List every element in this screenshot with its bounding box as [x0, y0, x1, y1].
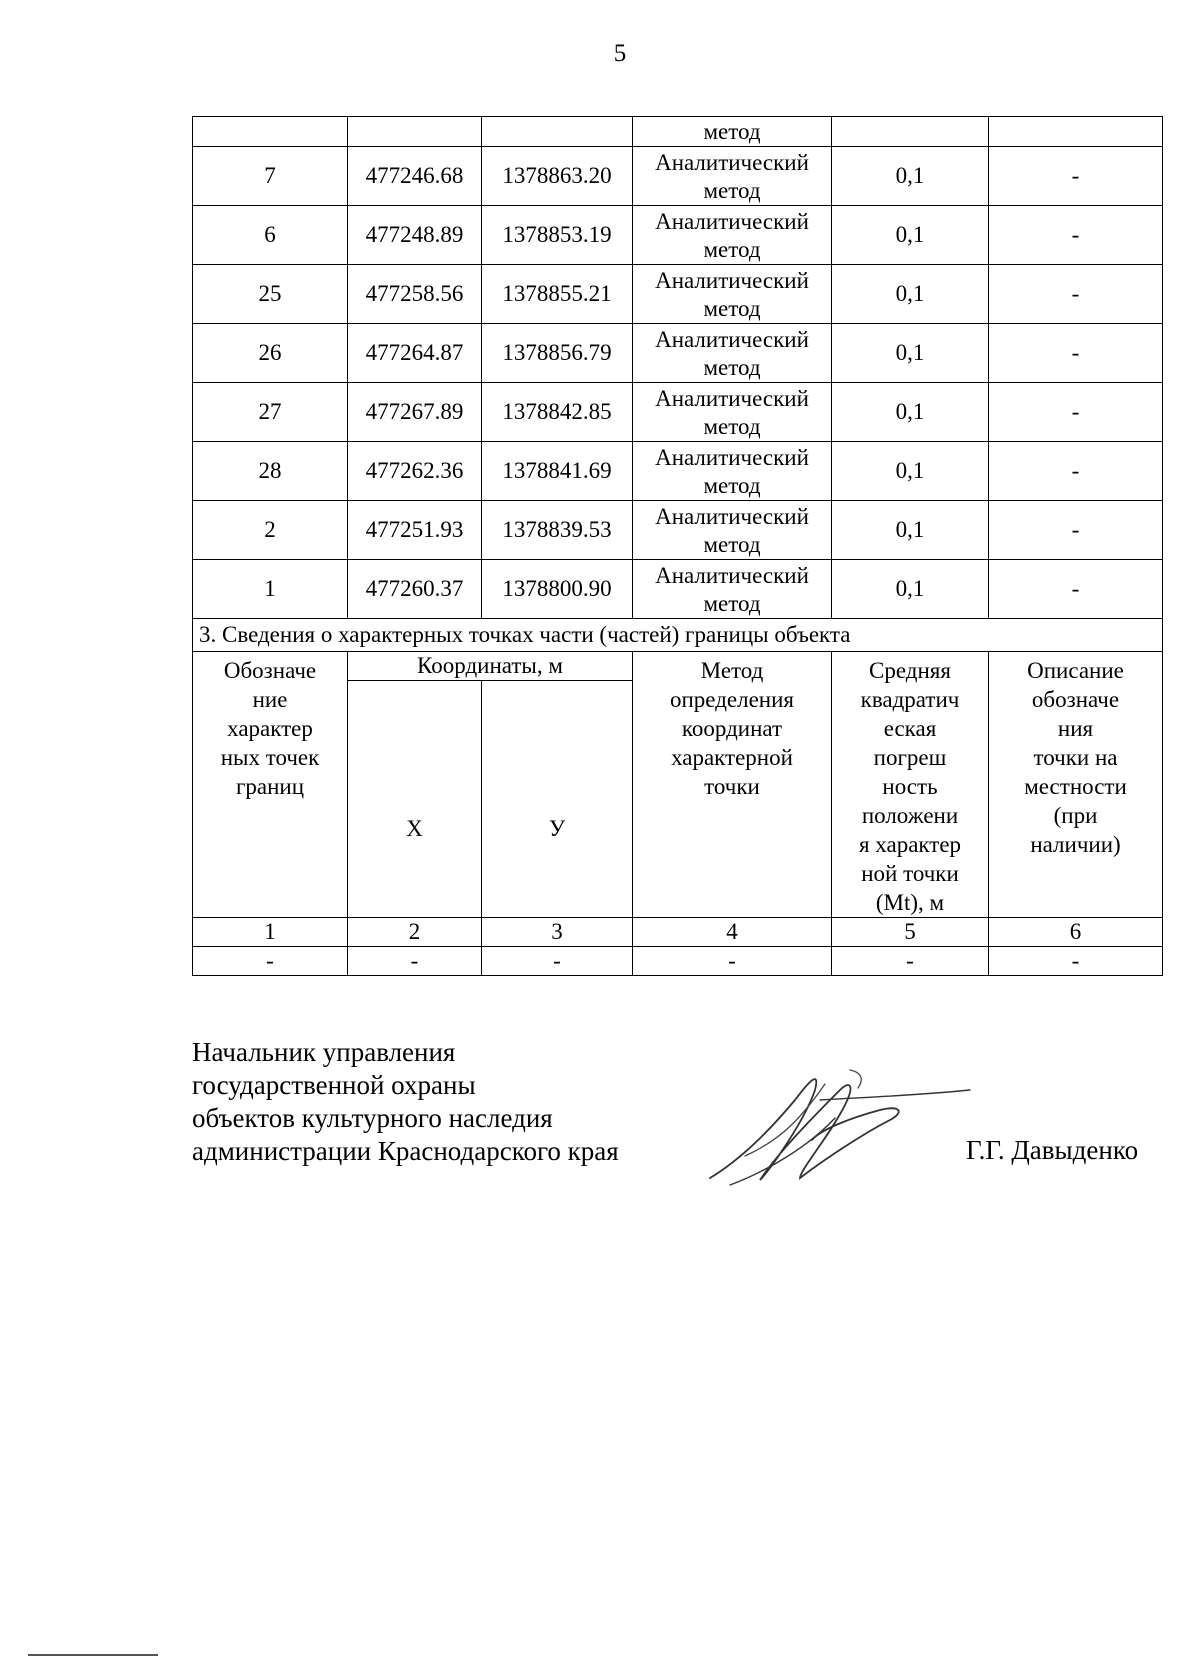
table-row: [193, 442, 1163, 501]
table-row: [193, 206, 1163, 265]
method-line: Аналитический: [655, 326, 809, 352]
column-index: 1: [193, 918, 348, 947]
method-cell: [633, 442, 832, 501]
coord-x: 477264.87: [348, 324, 482, 383]
coord-y: 1378842.85: [482, 383, 633, 442]
coord-x: 477248.89: [348, 206, 482, 265]
method-cell: [633, 324, 832, 383]
header-point-designation: [193, 652, 348, 918]
empty-value: -: [633, 947, 832, 976]
coord-x: 477262.36: [348, 442, 482, 501]
header-line: обозначе: [1031, 687, 1120, 712]
header-line: определения: [669, 687, 794, 712]
method-line: Аналитический: [655, 149, 809, 175]
header-line: я характер: [858, 832, 962, 857]
error-value: 0,1: [832, 560, 989, 619]
header-line: погреш: [873, 745, 947, 770]
position-line: объектов культурного наследия: [192, 1103, 553, 1133]
point-number: 28: [193, 442, 348, 501]
coord-y: 1378863.20: [482, 147, 633, 206]
header-line: еская: [883, 716, 937, 741]
header-line: (при: [1053, 803, 1098, 828]
coord-y: 1378841.69: [482, 442, 633, 501]
method-line: Аналитический: [655, 208, 809, 234]
footer-rule: [28, 1654, 158, 1656]
point-number: 2: [193, 501, 348, 560]
coord-x: 477267.89: [348, 383, 482, 442]
method-line: метод: [703, 472, 761, 498]
table-row: [193, 560, 1163, 619]
empty-value: -: [989, 947, 1163, 976]
header-line: характерной: [671, 745, 793, 770]
empty-value: -: [482, 947, 633, 976]
coord-x: 477251.93: [348, 501, 482, 560]
header-line: ных точек: [220, 745, 320, 770]
coord-y: 1378855.21: [482, 265, 633, 324]
point-number: 25: [193, 265, 348, 324]
coord-x: 477246.68: [348, 147, 482, 206]
method-cell: [633, 206, 832, 265]
error-value: 0,1: [832, 383, 989, 442]
point-number: 1: [193, 560, 348, 619]
header-line: наличии): [1030, 832, 1121, 857]
method-line: Аналитический: [655, 385, 809, 411]
description-value: -: [989, 501, 1163, 560]
header-line: положени: [861, 803, 959, 828]
empty-value: -: [832, 947, 989, 976]
header-line: точки: [704, 774, 760, 799]
header-x: X: [348, 681, 482, 918]
header-line: ние: [252, 687, 288, 712]
header-line: местности: [1024, 774, 1127, 799]
header-line: ния: [1057, 716, 1094, 741]
position-line: Начальник управления: [192, 1037, 456, 1067]
table-row: [193, 265, 1163, 324]
error-value: 0,1: [832, 501, 989, 560]
header-line: Метод: [700, 658, 764, 683]
section-title-row: [193, 619, 1163, 652]
method-line: Аналитический: [655, 562, 809, 588]
description-value: -: [989, 324, 1163, 383]
method-cell: [633, 147, 832, 206]
method-cell: [633, 383, 832, 442]
header-line: координат: [681, 716, 783, 741]
description-value: -: [989, 442, 1163, 501]
point-number: 6: [193, 206, 348, 265]
header-description: [989, 652, 1163, 918]
method-line: метод: [703, 177, 761, 203]
table-row: [193, 501, 1163, 560]
error-value: 0,1: [832, 324, 989, 383]
column-index: 6: [989, 918, 1163, 947]
coord-y: 1378853.19: [482, 206, 633, 265]
description-value: -: [989, 265, 1163, 324]
error-value: 0,1: [832, 265, 989, 324]
method-line: метод: [703, 354, 761, 380]
column-index: 4: [633, 918, 832, 947]
header-method: [633, 652, 832, 918]
column-index: 3: [482, 918, 633, 947]
method-cell: [633, 501, 832, 560]
coord-y: 1378839.53: [482, 501, 633, 560]
method-line: Аналитический: [655, 267, 809, 293]
method-line: Аналитический: [655, 503, 809, 529]
header-row: [193, 652, 1163, 681]
coord-x: 477260.37: [348, 560, 482, 619]
empty-value: -: [348, 947, 482, 976]
header-line: квадратич: [860, 687, 960, 712]
header-coordinates: Координаты, м: [348, 652, 633, 681]
description-value: -: [989, 147, 1163, 206]
header-line: ность: [882, 774, 938, 799]
method-line: метод: [703, 413, 761, 439]
error-value: 0,1: [832, 442, 989, 501]
header-line: Описание: [1027, 658, 1124, 683]
method-cell: [633, 265, 832, 324]
dash-row: [193, 947, 1163, 976]
description-value: -: [989, 560, 1163, 619]
description-value: -: [989, 383, 1163, 442]
continued-method: метод: [633, 117, 832, 147]
continued-row: [193, 117, 1163, 147]
section-title: 3. Сведения о характерных точках части (частей) границы объекта: [193, 619, 1163, 652]
method-line: Аналитический: [655, 444, 809, 470]
position-line: государственной охраны: [192, 1070, 476, 1100]
header-line: точки на: [1033, 745, 1118, 770]
header-line: характер: [227, 716, 313, 741]
column-index: 5: [832, 918, 989, 947]
header-line: Средняя: [869, 658, 951, 683]
table-row: [193, 383, 1163, 442]
header-line: границ: [235, 774, 305, 799]
coordinates-table: [192, 116, 1163, 976]
point-number: 7: [193, 147, 348, 206]
method-line: метод: [703, 531, 761, 557]
header-error: [832, 652, 989, 918]
table-row: [193, 147, 1163, 206]
column-index: 2: [348, 918, 482, 947]
coord-x: 477258.56: [348, 265, 482, 324]
point-number: 26: [193, 324, 348, 383]
point-number: 27: [193, 383, 348, 442]
handwritten-signature: [700, 1060, 980, 1200]
signer-name: Г.Г. Давыденко: [966, 1135, 1139, 1165]
header-y: У: [482, 681, 633, 918]
header-line: Обозначе: [223, 658, 317, 683]
method-line: метод: [703, 295, 761, 321]
coord-y: 1378800.90: [482, 560, 633, 619]
header-line: ной точки: [861, 861, 959, 886]
signature-block: [192, 1036, 619, 1168]
index-row: [193, 918, 1163, 947]
header-line: (Mt), м: [875, 890, 945, 915]
error-value: 0,1: [832, 147, 989, 206]
page-number: 5: [613, 40, 627, 67]
error-value: 0,1: [832, 206, 989, 265]
description-value: -: [989, 206, 1163, 265]
method-line: метод: [703, 236, 761, 262]
table-row: [193, 324, 1163, 383]
method-cell: [633, 560, 832, 619]
method-line: метод: [703, 590, 761, 616]
position-line: администрации Краснодарского края: [192, 1136, 619, 1166]
empty-value: -: [193, 947, 348, 976]
coord-y: 1378856.79: [482, 324, 633, 383]
